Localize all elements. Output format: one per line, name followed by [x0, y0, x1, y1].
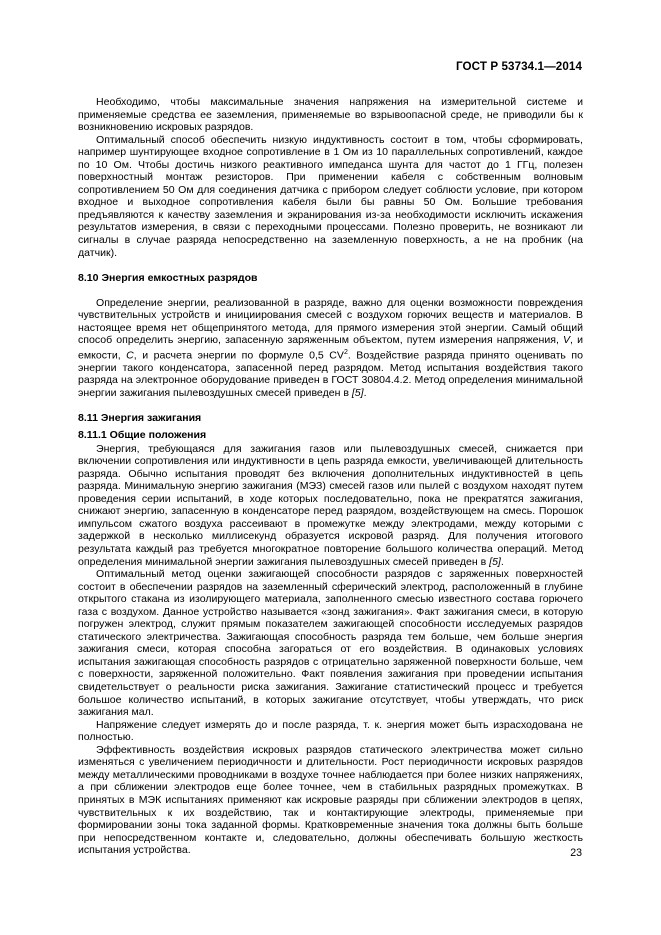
paragraph-low-inductance: Оптимальный способ обеспечить низкую индуктивность состоит в том, чтобы сформировать, например шунтирующее входное сопротивление в 1 Ом из 10 параллельных сопротивлений, каждое по 10 Ом. Чтобы достичь низкого реактивного импеданса шунта для частот до 1 ГГц, полезен поверхностный монтаж резисторов. При применении кабеля с собственным волновым сопротивлением 50 Ом для соединения датчика с прибором следует соблюсти условие, при котором входное и выходное сопротивления кабеля были бы равны 50 Ом. Большие требования предъявляются к качеству заземления и экранирования из-за необходимости исключить искажения результатов измерения, в связи с переходными процессами. Полезно проверить, не возникают ли сигналы в случае разряда непосредственно на заземленную поверхность, а не на пробник (на датчик). — [78, 133, 583, 259]
paragraph-spark-efficiency: Эффективность воздействия искровых разрядов статического электричества может сильно изменяться с увеличением периодичности и длительности. Рост периодичности искровых разрядов между металлическими проводниками в воздухе точнее наблюдается при более низких напряжениях, а при сближении электродов еще более точнее, чем в стабильных разрядных промежутках. В принятых в МЭК испытаниях применяют как искровые разряды при сближении электродов в цепях, чувствительных к их воздействию, так и контактирующие электроды, применяемые при формировании зоны тока заданной формы. Кратковременные значения тока должны быть больше при непосредственном контакте и, следовательно, должны обеспечивать большую жесткость испытания устройства. — [78, 743, 583, 857]
text-run: Энергия, требующаяся для зажигания газов или пылевоздушных смесей, снижается при включении сопротивления или индуктивности в цепь разряда емкости, увеличивающей длительность разряда. Обычно испытания проводят без включения дополнительных индуктивностей в цепь разряда. Минимальную энергию зажигания (МЭЗ) смесей газов или пылей с воздухом находят путем проведения серии испытаний, в ходе которых последовательно, пока не прекратятся зажигания, снижают энергию, запасенную в конденсаторе перед разрядом, воздействующем на смесь. Порошок импульсом сжатого воздуха рассеивают в промежутке между электродами, между которыми с задержкой в несколько миллисекунд образуется искровой разряд. Для получения итогового результата каждый раз требуется многократное повторение большого количества операций. Метод определения минимальной энергии зажигания пылевоздушных смесей приведен в — [78, 442, 583, 568]
paragraph-capacitive-energy — [78, 297, 583, 400]
text-run: , и расчета энергии по формуле 0,5 CV — [133, 349, 344, 362]
subsection-heading-8-11-1: 8.11.1 Общие положения — [78, 429, 207, 442]
paragraph-ignition-energy — [78, 443, 583, 568]
paragraph-voltage-measurement: Напряжение следует измерять до и после разряда, т. к. энергия может быть израсходована не полностью. — [78, 718, 583, 744]
text-run: , и емкости, — [78, 334, 583, 362]
section-heading-8-11: 8.11 Энергия зажигания — [78, 411, 202, 424]
text-run: . Воздействие разряда принято оценивать по энергии такого конденсатора, запасенной перед разрядом. Метод испытания воздействия такого разряда на электронное оборудование приведен в ГОСТ 30804.4.2. Метод определения минимальной энергии зажигания пылевоздушных смесей приведен в — [78, 349, 583, 399]
reference-5: [5] — [351, 387, 364, 399]
document-id-header: ГОСТ Р 53734.1—2014 — [456, 60, 582, 73]
superscript-2: 2 — [343, 348, 348, 356]
paragraph-ignition-probe: Оптимальный метод оценки зажигающей способности разрядов с заряженных поверхностей состоит в обеспечении разрядов на заземленный сферический электрод, расположенный в глубине открытого стакана из изолирующего материала, заполненного смесью известного состава горючего газа с воздухом. Данное устройство называется «зонд зажигания». Факт зажигания смеси, в которую погружен электрод, служит прямым показателем зажигающей способности исследуемых разрядов статического электричества. Зажигающая способность разряда тем больше, чем больше энергия зажигания смеси, которая способна загораться от его воздействия. В одинаковых условиях испытания зажигающая способность разрядов с отрицательно заряженной поверхности больше, чем с поверхности, заряженной положительно. Факт появления зажигания при проведении испытания свидетельствует о реальности риска зажигания. Зажигание статистический процесс и требуется большое количество испытаний, в которых зажигание отсутствует, чтобы утверждать, что риск зажигания мал. — [78, 568, 583, 719]
page-number: 23 — [570, 847, 582, 859]
section-heading-8-10: 8.10 Энергия емкостных разрядов — [78, 272, 258, 285]
text-run: . — [500, 555, 504, 568]
paragraph-measurement-voltage: Необходимо, чтобы максимальные значения напряжения на измерительной системе и применяемые средства ее заземления, применяемые во взрывоопасной среде, не приводили бы к возникновению искровых разрядов. — [78, 96, 583, 134]
reference-5: [5] — [489, 555, 501, 568]
text-run: Определение энергии, реализованной в разряде, важно для оценки возможности повреждения чувствительных устройств и инициирования смесей с воздухом горючих веществ и материалов. В настоящее время нет общепринятого метода, для прямого измерения этой энергии. Самый общий способ определить энергию, запасенную заряженным объектом, путем измерения напряжения, — [78, 296, 583, 347]
symbol-c: C — [126, 349, 134, 362]
symbol-v: V — [563, 334, 571, 347]
text-run: . — [363, 387, 367, 399]
document-body — [78, 96, 583, 857]
